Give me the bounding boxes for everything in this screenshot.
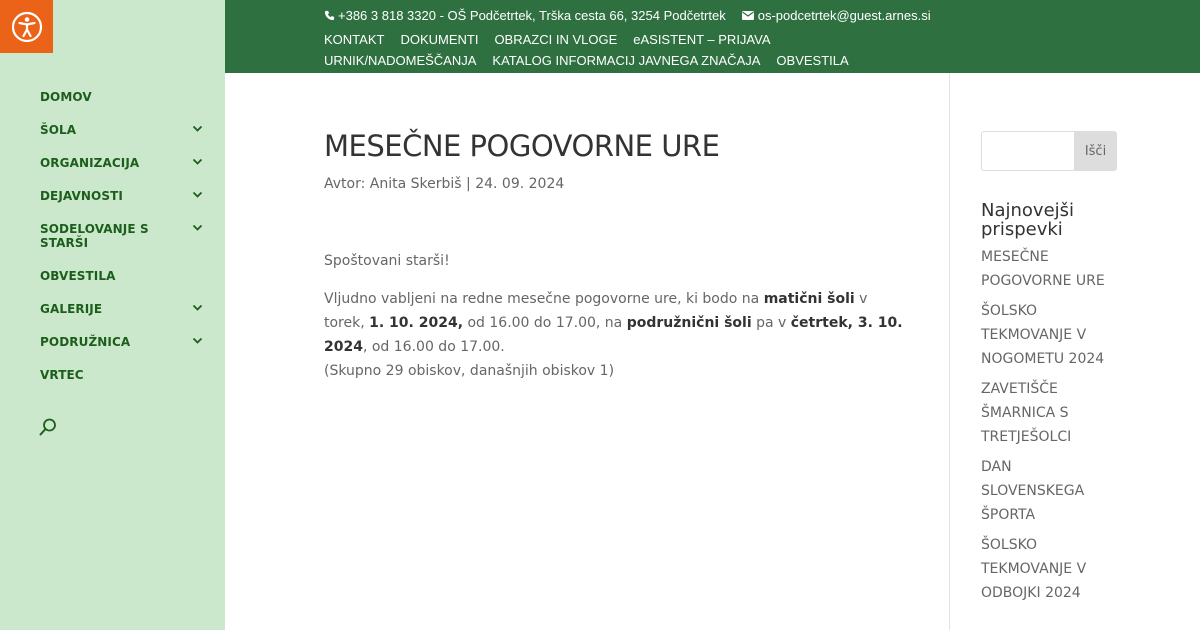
email-link[interactable] [742,8,931,23]
nav-item-sola[interactable] [40,123,165,137]
right-sidebar [981,131,1117,611]
nav-item-label: SODELOVANJE S STARŠI [40,222,149,250]
top-link-urnik[interactable]: URNIK/NADOMEŠČANJA [324,53,477,68]
recent-post-link[interactable]: ŠOLSKO TEKMOVANJE V NOGOMETU 2024 [981,303,1105,367]
text-run: v torek, [324,291,868,331]
list-item [981,299,1117,371]
chevron-down-icon[interactable] [192,337,203,345]
post-title: MESEČNE POGOVORNE URE [324,129,720,163]
search-icon[interactable] [38,417,58,437]
accessibility-icon [11,11,43,43]
announcement-paragraph [324,287,904,383]
text-run: Vljudno vabljeni na redne mesečne pogovorne ure, ki bodo na [324,291,764,307]
top-link-kontakt[interactable]: KONTAKT [324,32,385,47]
nav-item-label: GALERIJE [40,302,103,316]
meta-prefix: Avtor: [324,176,370,192]
list-item [981,245,1117,293]
nav-item-podruznica[interactable] [40,335,165,349]
top-link-obvestila[interactable]: OBVESTILA [776,53,849,68]
search-button[interactable]: Išči [1074,131,1117,171]
nav-item-vrtec[interactable] [40,368,165,382]
chevron-down-icon[interactable] [192,304,203,312]
contact-info [324,8,931,23]
list-item [981,533,1117,605]
post-body [324,249,904,383]
nav-item-label: DOMOV [40,90,92,104]
top-link-dokumenti[interactable]: DOKUMENTI [400,32,479,47]
top-link-katalog[interactable]: KATALOG INFORMACIJ JAVNEGA ZNAČAJA [492,53,761,68]
recent-post-link[interactable]: ŠOLSKO TEKMOVANJE V ODBOJKI 2024 [981,537,1087,601]
chevron-down-icon[interactable] [192,158,203,166]
nav-item-label: PODRUŽNICA [40,335,131,349]
top-header [225,0,1200,73]
nav-item-label: OBVESTILA [40,269,116,283]
chevron-down-icon[interactable] [192,191,203,199]
greeting: Spoštovani starši! [324,253,450,269]
nav-item-domov[interactable] [40,90,165,104]
list-item [981,455,1117,527]
post-meta [324,176,904,192]
author-link[interactable]: Anita Skerbiš [369,176,462,192]
text-run: , od 16.00 do 17.00. [362,339,505,355]
list-item [981,377,1117,449]
email-text: os-podcetrtek@guest.arnes.si [757,8,931,23]
post-content [324,126,904,383]
text-run: pa v [751,315,791,331]
nav-item-label: DEJAVNOSTI [40,189,123,203]
top-nav-links [324,29,944,71]
bold-run: matični šoli [763,291,855,307]
top-link-easistent[interactable]: eASISTENT – PRIJAVA [633,32,771,47]
search-input[interactable] [981,131,1074,171]
search-widget [981,131,1117,171]
accessibility-button[interactable] [0,0,53,53]
nav-item-sodelovanje[interactable] [40,222,165,250]
top-link-obrazci[interactable]: OBRAZCI IN VLOGE [494,32,618,47]
nav-item-dejavnosti[interactable] [40,189,165,203]
nav-item-galerije[interactable] [40,302,165,316]
bold-run: podružnični šoli [626,315,752,331]
recent-posts-title: Najnovejši prispevki [981,200,1075,240]
sidebar [0,0,225,630]
recent-post-link[interactable]: ZAVETIŠČE ŠMARNICA S TRETJEŠOLCI [981,381,1072,445]
bold-run: 1. 10. 2024, [369,315,464,331]
nav-item-obvestila[interactable] [40,269,165,283]
bold-run: četrtek, 3. 10. 2024 [324,315,903,355]
nav-item-label: VRTEC [40,368,84,382]
chevron-down-icon[interactable] [192,224,203,232]
chevron-down-icon[interactable] [192,125,203,133]
nav-item-organizacija[interactable] [40,156,165,170]
nav-item-label: ŠOLA [40,123,77,137]
recent-post-link[interactable]: DAN SLOVENSKEGA ŠPORTA [981,459,1085,523]
nav-item-label: ORGANIZACIJA [40,156,140,170]
envelope-icon [742,11,754,20]
phone-icon [324,10,335,21]
meta-separator: | [461,176,476,192]
recent-post-link[interactable]: MESEČNE POGOVORNE URE [981,249,1105,289]
text-run: od 16.00 do 17.00, na [463,315,627,331]
phone-address-text: +386 3 818 3320 - OŠ Podčetrtek, Trška cesta 66, 3254 Podčetrtek [338,8,726,23]
visit-counter: (Skupno 29 obiskov, današnjih obiskov 1) [324,363,615,379]
content-divider [949,73,950,630]
recent-posts-list [981,245,1117,605]
post-date: 24. 09. 2024 [475,176,565,192]
